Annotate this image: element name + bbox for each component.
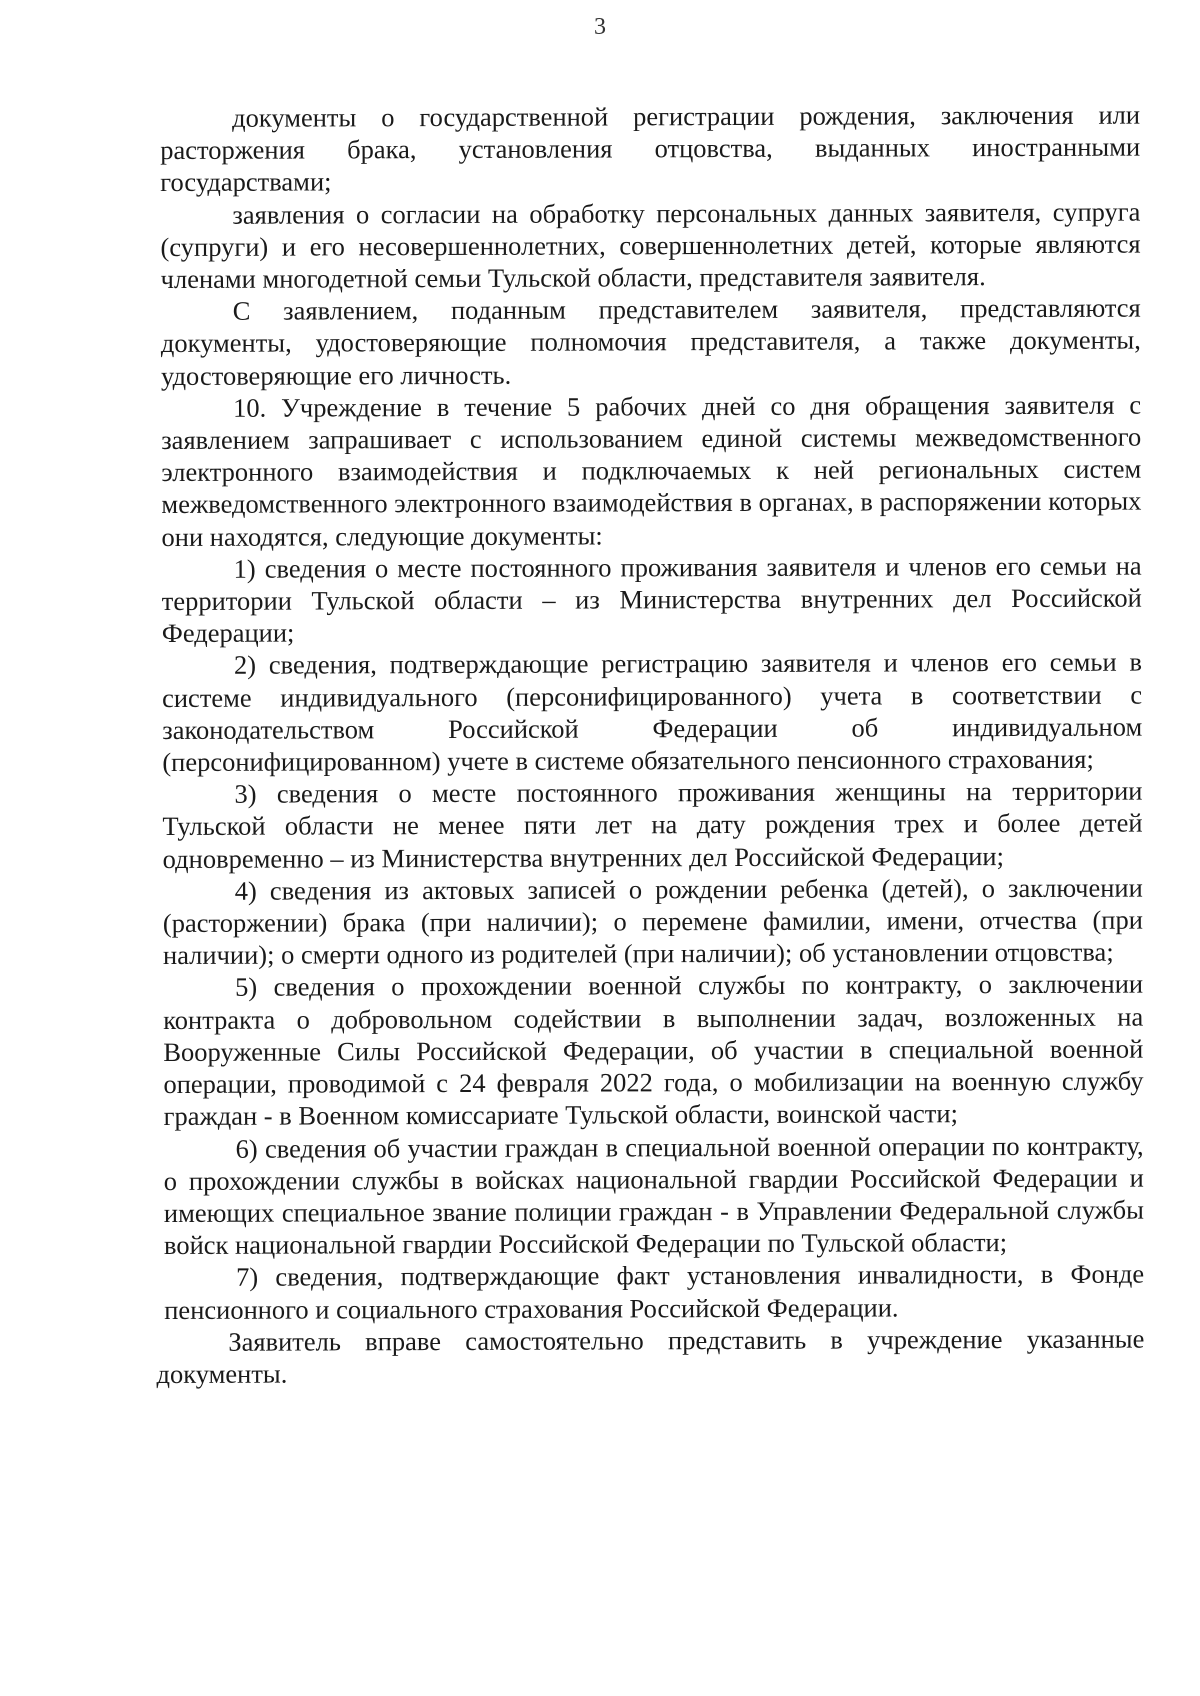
- paragraph-closing: Заявитель вправе самостоятельно представить в учреждение указанные документы.: [156, 1323, 1145, 1389]
- paragraph-representative-documents: С заявлением, поданным представителем заявителя, представляются документы, удостоверяющие полномочия представителя, а также документы, удостоверяющие его личность.: [160, 292, 1141, 391]
- paragraph-personal-data-consent: заявления о согласии на обработку персональных данных заявителя, супруга (супруги) и его несовершеннолетних, совершеннолетних детей, которые являются членами многодетной семьи Тульской области, представителя заявителя.: [160, 196, 1141, 295]
- paragraph-subitem-5: 5) сведения о прохождении военной службы по контракту, о заключении контракта о добровольном содействии в выполнении задач, возложенных на Вооруженные Силы Российской Федерации, об участии в специальной военной операции, проводимой с 24 февраля 2022 года, о мобилизации на военную службу граждан - в Военном комиссариате Тульской области, воинской части;: [163, 969, 1144, 1132]
- page-number: 3: [594, 14, 606, 40]
- paragraph-subitem-6: 6) сведения об участии граждан в специальной военной операции по контракту, о прохождении службы в войсках национальной гвардии Российской Федерации и имеющих специальное звание полиции граждан - в Управлении Федеральной службы войск национальной гвардии Российской Федерации по Тульской области;: [163, 1130, 1144, 1261]
- paragraph-subitem-4: 4) сведения из актовых записей о рождении ребенка (детей), о заключении (расторжении) брака (при наличии); о перемене фамилии, имени, отчества (при наличии); о смерти одного из родителей (при наличии); об установлении отцовства;: [162, 872, 1143, 971]
- paragraph-subitem-2: 2) сведения, подтверждающие регистрацию заявителя и членов его семьи в системе индивидуального (персонифицированного) учета в соответствии с законодательством Российской Федерации об индивидуальном (персонифицированном) учете в системе обязательного пенсионного страхования;: [162, 647, 1143, 778]
- paragraph-item-10: 10. Учреждение в течение 5 рабочих дней со дня обращения заявителя с заявлением запрашивает с использованием единой системы межведомственного электронного взаимодействия и подключаемых к ней региональных систем межведомственного электронного взаимодействия в органах, в распоряжении которых они находятся, следующие документы:: [161, 389, 1142, 552]
- paragraph-subitem-7: 7) сведения, подтверждающие факт установления инвалидности, в Фонде пенсионного и социального страхования Российской Федерации.: [164, 1258, 1145, 1325]
- paragraph-subitem-3: 3) сведения о месте постоянного проживания женщины на территории Тульской области не менее пяти лет на дату рождения трех и более детей одновременно – из Министерства внутренних дел Российской Федерации;: [162, 775, 1143, 874]
- document-body: [156, 99, 1145, 1391]
- paragraph-subitem-1: 1) сведения о месте постоянного проживания заявителя и членов его семьи на территории Тульской области – из Министерства внутренних дел Российской Федерации;: [161, 550, 1142, 649]
- paragraph-foreign-registration-documents: документы о государственной регистрации рождения, заключения или расторжения брака, установления отцовства, выданных иностранными государствами;: [160, 99, 1141, 198]
